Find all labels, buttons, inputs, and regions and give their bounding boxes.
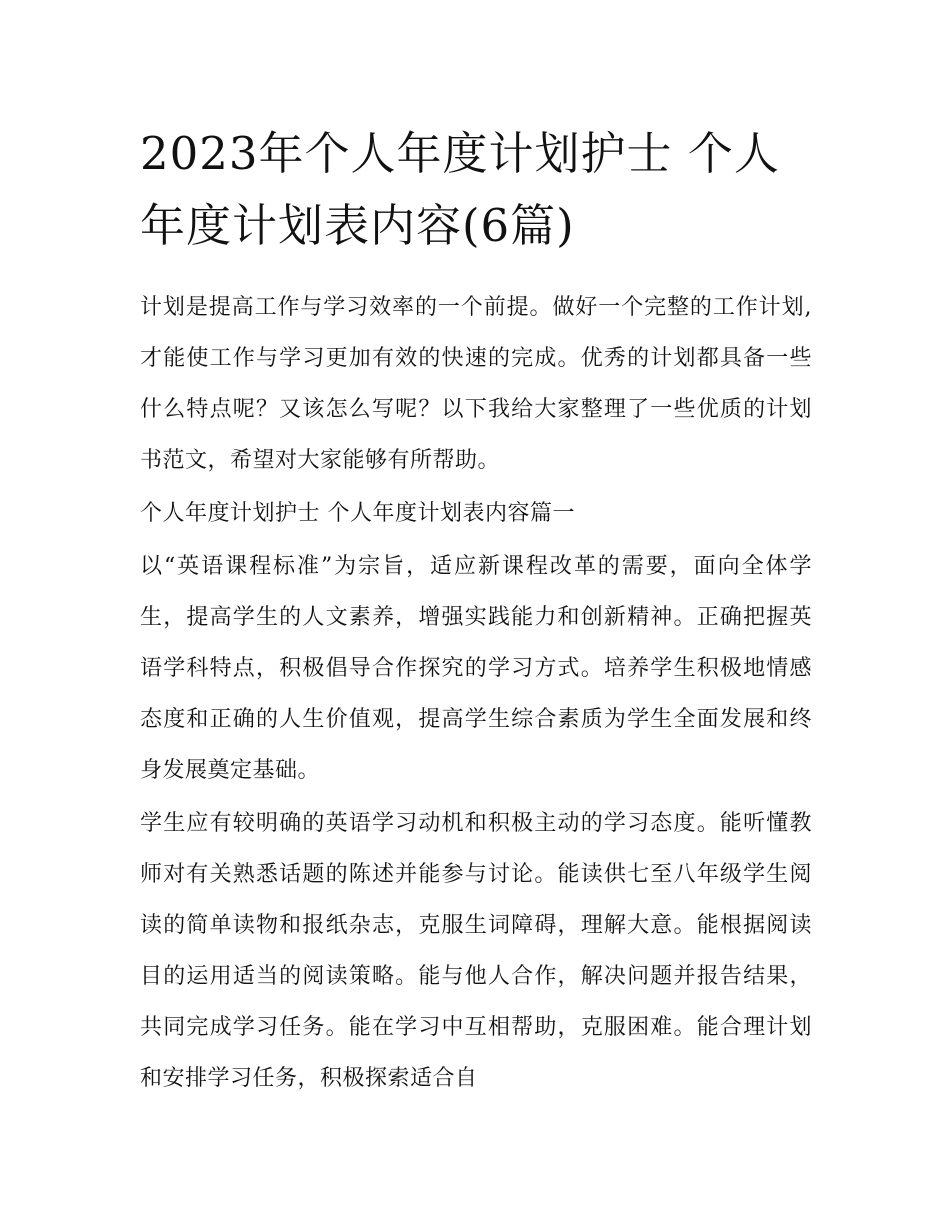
body-paragraph-1: 以“英语课程标准”为宗旨，适应新课程改革的需要，面向全体学生，提高学生的人文素养，增强实践能力和创新精神。正确把握英语学科特点，积极倡导合作探究的学习方式。培养学生积极地情感态度和正确的人生价值观，提高学生综合素质为学生全面发展和终身发展奠定基础。 — [140, 554, 812, 783]
intro-paragraph: 计划是提高工作与学习效率的一个前提。做好一个完整的工作计划,才能使工作与学习更加有效的快速的完成。优秀的计划都具备一些什么特点呢？又该怎么写呢？以下我给大家整理了一些优质的计划书范文，希望对大家能够有所帮助。 — [140, 295, 812, 473]
document-title: 2023年个人年度计划护士 个人年度计划表内容(6篇) — [140, 127, 780, 252]
document-body — [140, 118, 812, 1106]
body-paragraph-2: 学生应有较明确的英语学习动机和积极主动的学习态度。能听懂教师对有关熟悉话题的陈述并能参与讨论。能读供七至八年级学生阅读的简单读物和报纸杂志，克服生词障碍，理解大意。能根据阅读目的运用适当的阅读策略。能与他人合作，解决问题并报告结果，共同完成学习任务。能在学习中互相帮助，克服困难。能合理计划和安排学习任务，积极探索适合自 — [140, 811, 812, 1091]
section-heading: 个人年度计划护士 个人年度计划表内容篇一 — [140, 501, 575, 526]
